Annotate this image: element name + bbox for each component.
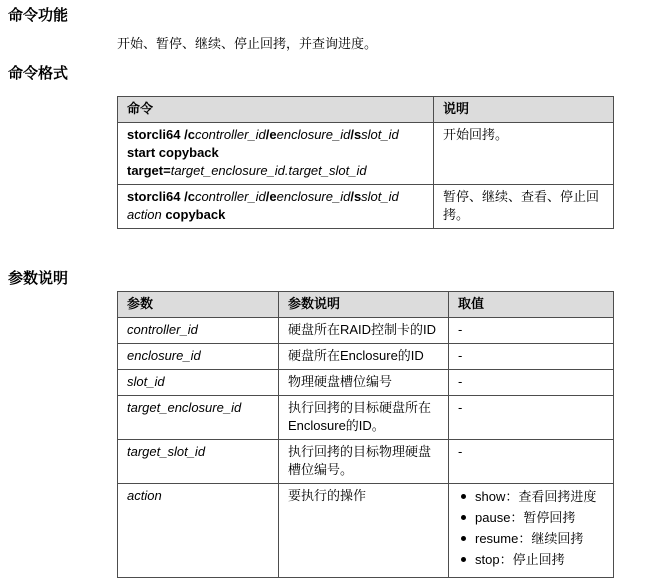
column-header-parameter: 参数 (118, 292, 279, 318)
column-header-description: 说明 (434, 97, 614, 123)
value-cell: - (449, 370, 614, 396)
table-row (118, 344, 614, 370)
list-item-label: resume：继续回拷 (475, 531, 584, 546)
table-row (118, 185, 614, 229)
table-header-row (118, 97, 614, 123)
section-heading-parameter-description: 参数说明 (8, 270, 69, 287)
param-desc-cell: 物理硬盘槽位编号 (279, 370, 449, 396)
column-header-command: 命令 (118, 97, 434, 123)
param-cell: action (118, 484, 279, 578)
action-value-list (458, 488, 604, 568)
value-cell: - (449, 344, 614, 370)
list-item (458, 488, 604, 505)
param-desc-cell: 要执行的操作 (279, 484, 449, 578)
column-header-value: 取值 (449, 292, 614, 318)
command-cell: storcli64 /ccontroller_id/eenclosure_id/sslot_id action copyback (118, 185, 434, 229)
list-item (458, 509, 604, 526)
param-cell: enclosure_id (118, 344, 279, 370)
param-cell: target_slot_id (118, 440, 279, 484)
value-cell: - (449, 318, 614, 344)
parameter-description-table (117, 291, 614, 578)
param-desc-cell: 硬盘所在RAID控制卡的ID (279, 318, 449, 344)
param-cell: target_enclosure_id (118, 396, 279, 440)
bullet-icon (461, 536, 466, 541)
table-row (118, 440, 614, 484)
table-row (118, 396, 614, 440)
section-heading-command-function: 命令功能 (8, 7, 69, 24)
table-header-row (118, 292, 614, 318)
value-cell: - (449, 396, 614, 440)
bullet-icon (461, 557, 466, 562)
section-heading-command-format: 命令格式 (8, 65, 69, 82)
list-item-label: pause：暂停回拷 (475, 510, 576, 525)
param-desc-cell: 执行回拷的目标物理硬盘槽位编号。 (279, 440, 449, 484)
column-header-parameter-description: 参数说明 (279, 292, 449, 318)
table-row (118, 318, 614, 344)
command-function-description: 开始、暂停、继续、停止回拷，并查询进度。 (117, 36, 378, 51)
list-item-label: stop：停止回拷 (475, 552, 565, 567)
command-format-table (117, 96, 614, 229)
list-item (458, 530, 604, 547)
bullet-icon (461, 515, 466, 520)
param-cell: controller_id (118, 318, 279, 344)
param-desc-cell: 硬盘所在Enclosure的ID (279, 344, 449, 370)
command-cell: storcli64 /ccontroller_id/eenclosure_id/sslot_id start copyback target=target_enclosure_id.target_slot_id (118, 123, 434, 185)
param-cell: slot_id (118, 370, 279, 396)
table-row (118, 370, 614, 396)
param-desc-cell: 执行回拷的目标硬盘所在Enclosure的ID。 (279, 396, 449, 440)
value-cell (449, 484, 614, 578)
description-cell: 开始回拷。 (434, 123, 614, 185)
value-cell: - (449, 440, 614, 484)
list-item-label: show：查看回拷进度 (475, 489, 597, 504)
list-item (458, 551, 604, 568)
table-row (118, 484, 614, 578)
table-row (118, 123, 614, 185)
bullet-icon (461, 494, 466, 499)
description-cell: 暂停、继续、查看、停止回拷。 (434, 185, 614, 229)
